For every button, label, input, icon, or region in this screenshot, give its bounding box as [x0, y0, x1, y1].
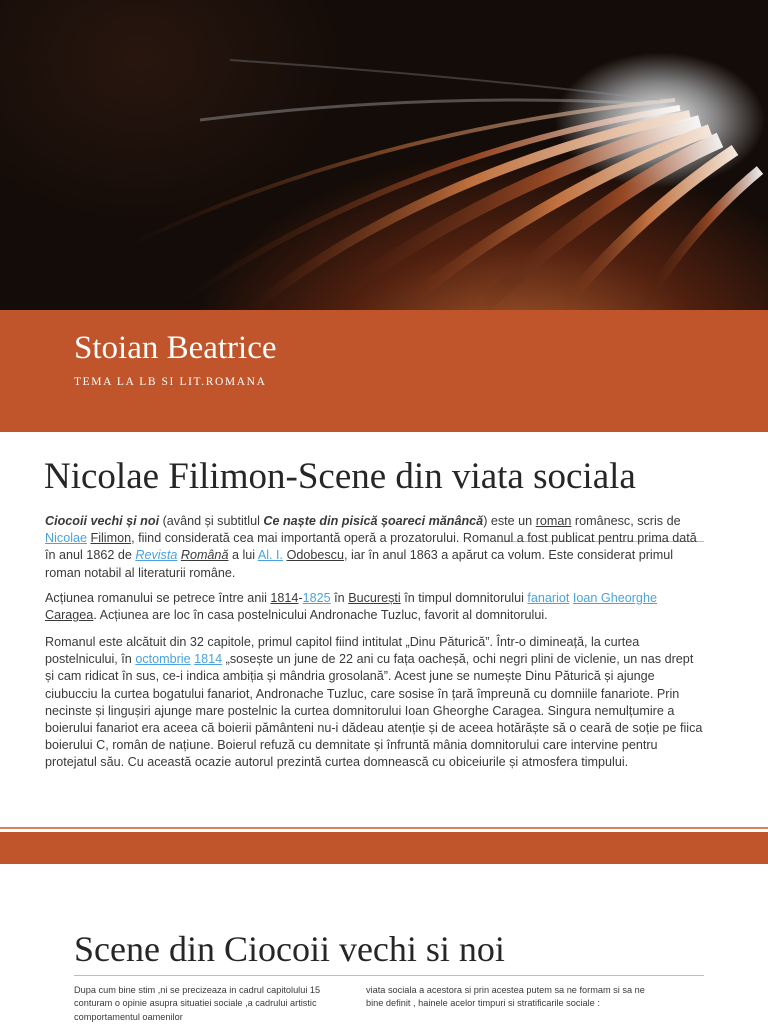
link-1814-b[interactable]: 1814 — [194, 652, 223, 667]
presentation-subtitle: TEMA LA LB SI LIT.ROMANA — [74, 376, 267, 388]
link-bucuresti[interactable]: București — [348, 591, 401, 605]
link-1825[interactable]: 1825 — [302, 591, 331, 605]
paragraph-intro: Ciocoii vechi și noi (având și subtitlul Ce naște din pisică șoareci mănâncă) este un roman românesc, scris de Nicolae Filimon, fiind considerată cea mai importantă operă a prozatorului. Romanul a fost publicat pentru prima dată în anul 1862 de Revista Română a lui Al. I. Odobescu, iar în anul 1863 a apărut ca volum. Este considerat primul roman notabil al literaturii române. — [45, 514, 697, 580]
paragraph-summary: Romanul este alcătuit din 32 capitole, primul capitol fiind intitulat „Dinu Păturică”. Într-o dimineață, la curtea postelnicului, în octombrie 1814 „sosește un june de 22 ani cu fața oacheșă, ochi negri plini de viclenie, un nas drept și cam ridicat în sus, ce-i indica ambiția și mândria grosolană”. Acest june se numește Dinu Păturică și ajunge ciubucciu la curtea bogatului fanariot, Andronache Tuzluc, care sosise în țară împreună cu domniile fanariote. Prin necinste și lingușiri ajunge mare postelnic la curtea domnitorului Ioan Gheorghe Caragea. Singura nemulțumire a boierului fanariot era aceea că boierii pământeni nu-i dădeau atenție și de aceea hotărăște să o ceară de soție pe fiica boierului C, român de națiune. Boierul refuză cu demnitate și înfruntă mânia domnitorului care intervine pentru protejatul său. Cu această ocazie autorul prezintă curtea domnească cu obiceiurile și atmosfera timpului. — [45, 635, 703, 770]
link-ioan-gheorghe[interactable]: Ioan Gheorghe — [572, 591, 657, 605]
text-column-left: Dupa cum bine stim ,ni se precizeaza in cadrul capitolului 15 conturam o opinie asupra situatiei sociale ,a cadrului artistic comportamentul oamenilor — [74, 985, 321, 1022]
link-al-i[interactable]: Al. I. — [257, 548, 284, 563]
light-streaks — [0, 0, 768, 310]
link-romana[interactable]: Română — [180, 548, 229, 563]
hero-image — [0, 0, 768, 310]
link-octombrie[interactable]: octombrie — [135, 652, 191, 667]
paragraph-action: Acțiunea romanului se petrece între anii 1814-1825 în București în timpul domnitorului fanariot Ioan Gheorghe Caragea. Acțiunea are loc în casa postelnicului Andronache Tuzluc, favorit al domnitorului. — [45, 591, 657, 623]
link-nicolae[interactable]: Nicolae — [45, 531, 87, 546]
author-name: Stoian Beatrice — [74, 330, 277, 366]
link-caragea[interactable]: Caragea — [45, 608, 94, 623]
divider-line-2 — [74, 975, 704, 976]
link-revista[interactable]: Revista — [135, 548, 178, 563]
link-odobescu[interactable]: Odobescu — [286, 548, 344, 563]
accent-line — [0, 827, 768, 829]
slide-title-2: Scene din Ciocoii vechi si noi — [74, 929, 505, 969]
slide-title: Nicolae Filimon-Scene din viata sociala — [44, 456, 636, 497]
link-filimon[interactable]: Filimon — [90, 531, 132, 546]
title-band — [0, 310, 768, 432]
link-1814[interactable]: 1814 — [270, 591, 299, 605]
text-column-right: viata sociala a acestora si prin acestea putem sa ne formam si sa ne bine definit , hainele acelor timpuri si stratificarile sociale : — [366, 985, 645, 1009]
link-fanariot[interactable]: fanariot — [527, 591, 570, 605]
separator-band — [0, 832, 768, 864]
link-roman[interactable]: roman — [535, 514, 572, 528]
